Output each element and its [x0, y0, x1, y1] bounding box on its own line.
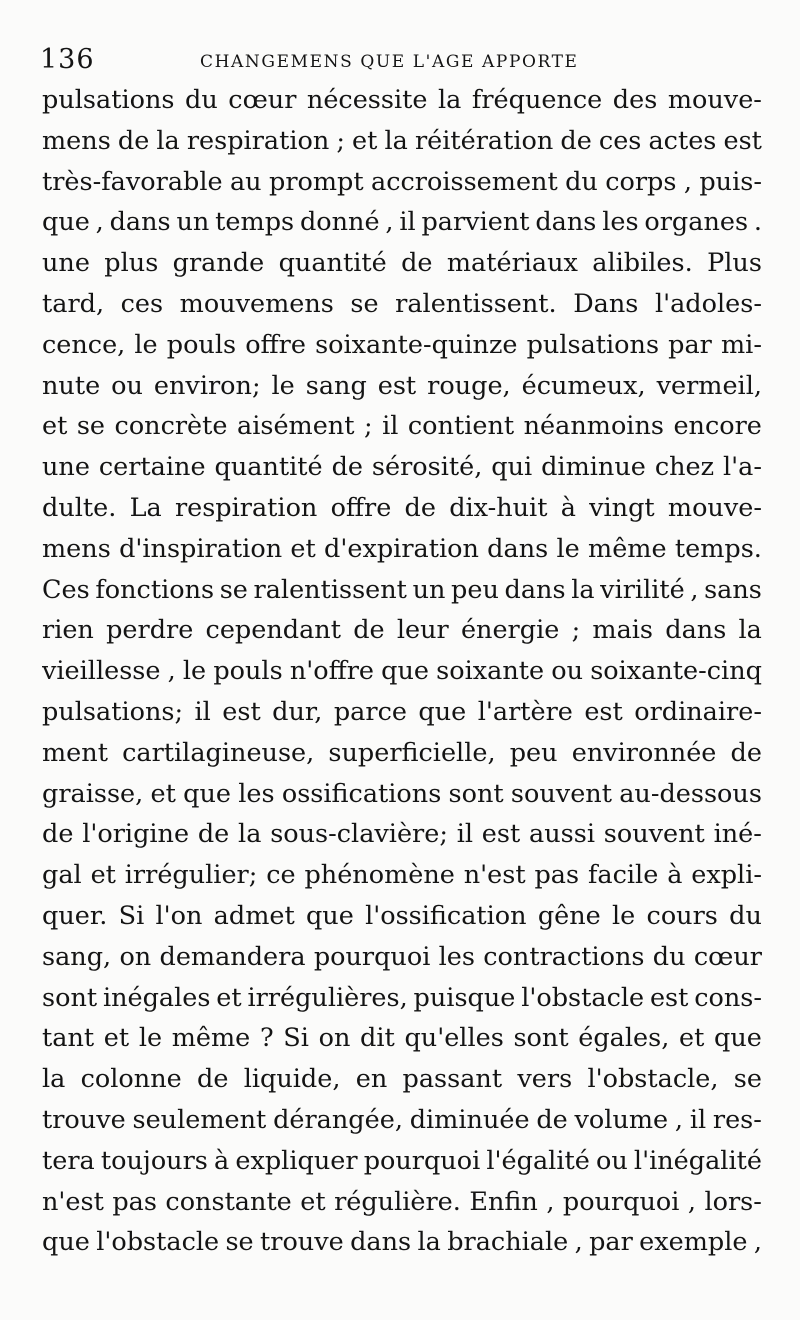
text-line: mens de la respiration ; et la réitération de ces actes est	[42, 125, 762, 156]
text-line: la colonne de liquide, en passant vers l'obstacle, se	[42, 1064, 762, 1095]
text-line: de l'origine de la sous-clavière; il est aussi souvent iné-	[42, 819, 762, 850]
text-line: que , dans un temps donné , il parvient dans les organes .	[42, 207, 762, 238]
text-line: tera toujours à expliquer pourquoi l'égalité ou l'inégalité	[42, 1145, 762, 1176]
text-line: une certaine quantité de sérosité, qui diminue chez l'a-	[42, 452, 762, 483]
text-line: Ces fonctions se ralentissent un peu dans la virilité , sans	[42, 574, 762, 605]
running-title: CHANGEMENS QUE L'AGE APPORTE	[200, 52, 579, 72]
running-head	[0, 40, 800, 80]
text-line: ment cartilagineuse, superficielle, peu environnée de	[42, 737, 762, 768]
text-line: n'est pas constante et régulière. Enfin , pourquoi , lors-	[42, 1186, 762, 1217]
text-line: tant et le même ? Si on dit qu'elles sont égales, et que	[42, 1023, 762, 1054]
text-line: rien perdre cependant de leur énergie ; mais dans la	[42, 615, 762, 646]
text-line: gal et irrégulier; ce phénomène n'est pas facile à expli-	[42, 860, 762, 891]
text-line: une plus grande quantité de matériaux alibiles. Plus	[42, 248, 762, 279]
text-line: graisse, et que les ossifications sont souvent au-dessous	[42, 778, 762, 809]
text-line: dulte. La respiration offre de dix-huit à vingt mouve-	[42, 492, 762, 523]
text-line: quer. Si l'on admet que l'ossification gêne le cours du	[42, 900, 762, 931]
text-line: sang, on demandera pourquoi les contractions du cœur	[42, 941, 762, 972]
text-line: très-favorable au prompt accroissement du corps , puis-	[42, 166, 762, 197]
text-line: vieillesse , le pouls n'offre que soixante ou soixante-cinq	[42, 656, 762, 687]
text-line: mens d'inspiration et d'expiration dans le même temps.	[42, 533, 762, 564]
text-line: pulsations; il est dur, parce que l'artère est ordinaire-	[42, 696, 762, 727]
text-line: et se concrète aisément ; il contient néanmoins encore	[42, 411, 762, 442]
page-number: 136	[40, 44, 95, 75]
text-line: tard, ces mouvemens se ralentissent. Dans l'adoles-	[42, 288, 762, 319]
text-line: nute ou environ; le sang est rouge, écumeux, vermeil,	[42, 370, 762, 401]
text-line: pulsations du cœur nécessite la fréquence des mouve-	[42, 85, 762, 115]
text-line: trouve seulement dérangée, diminuée de volume , il res-	[42, 1104, 762, 1135]
text-line: que l'obstacle se trouve dans la brachiale , par exemple ,	[42, 1227, 762, 1258]
body-text	[42, 80, 762, 1263]
text-line: sont inégales et irrégulières, puisque l'obstacle est cons-	[42, 982, 762, 1013]
text-line: cence, le pouls offre soixante-quinze pulsations par mi-	[42, 329, 762, 360]
